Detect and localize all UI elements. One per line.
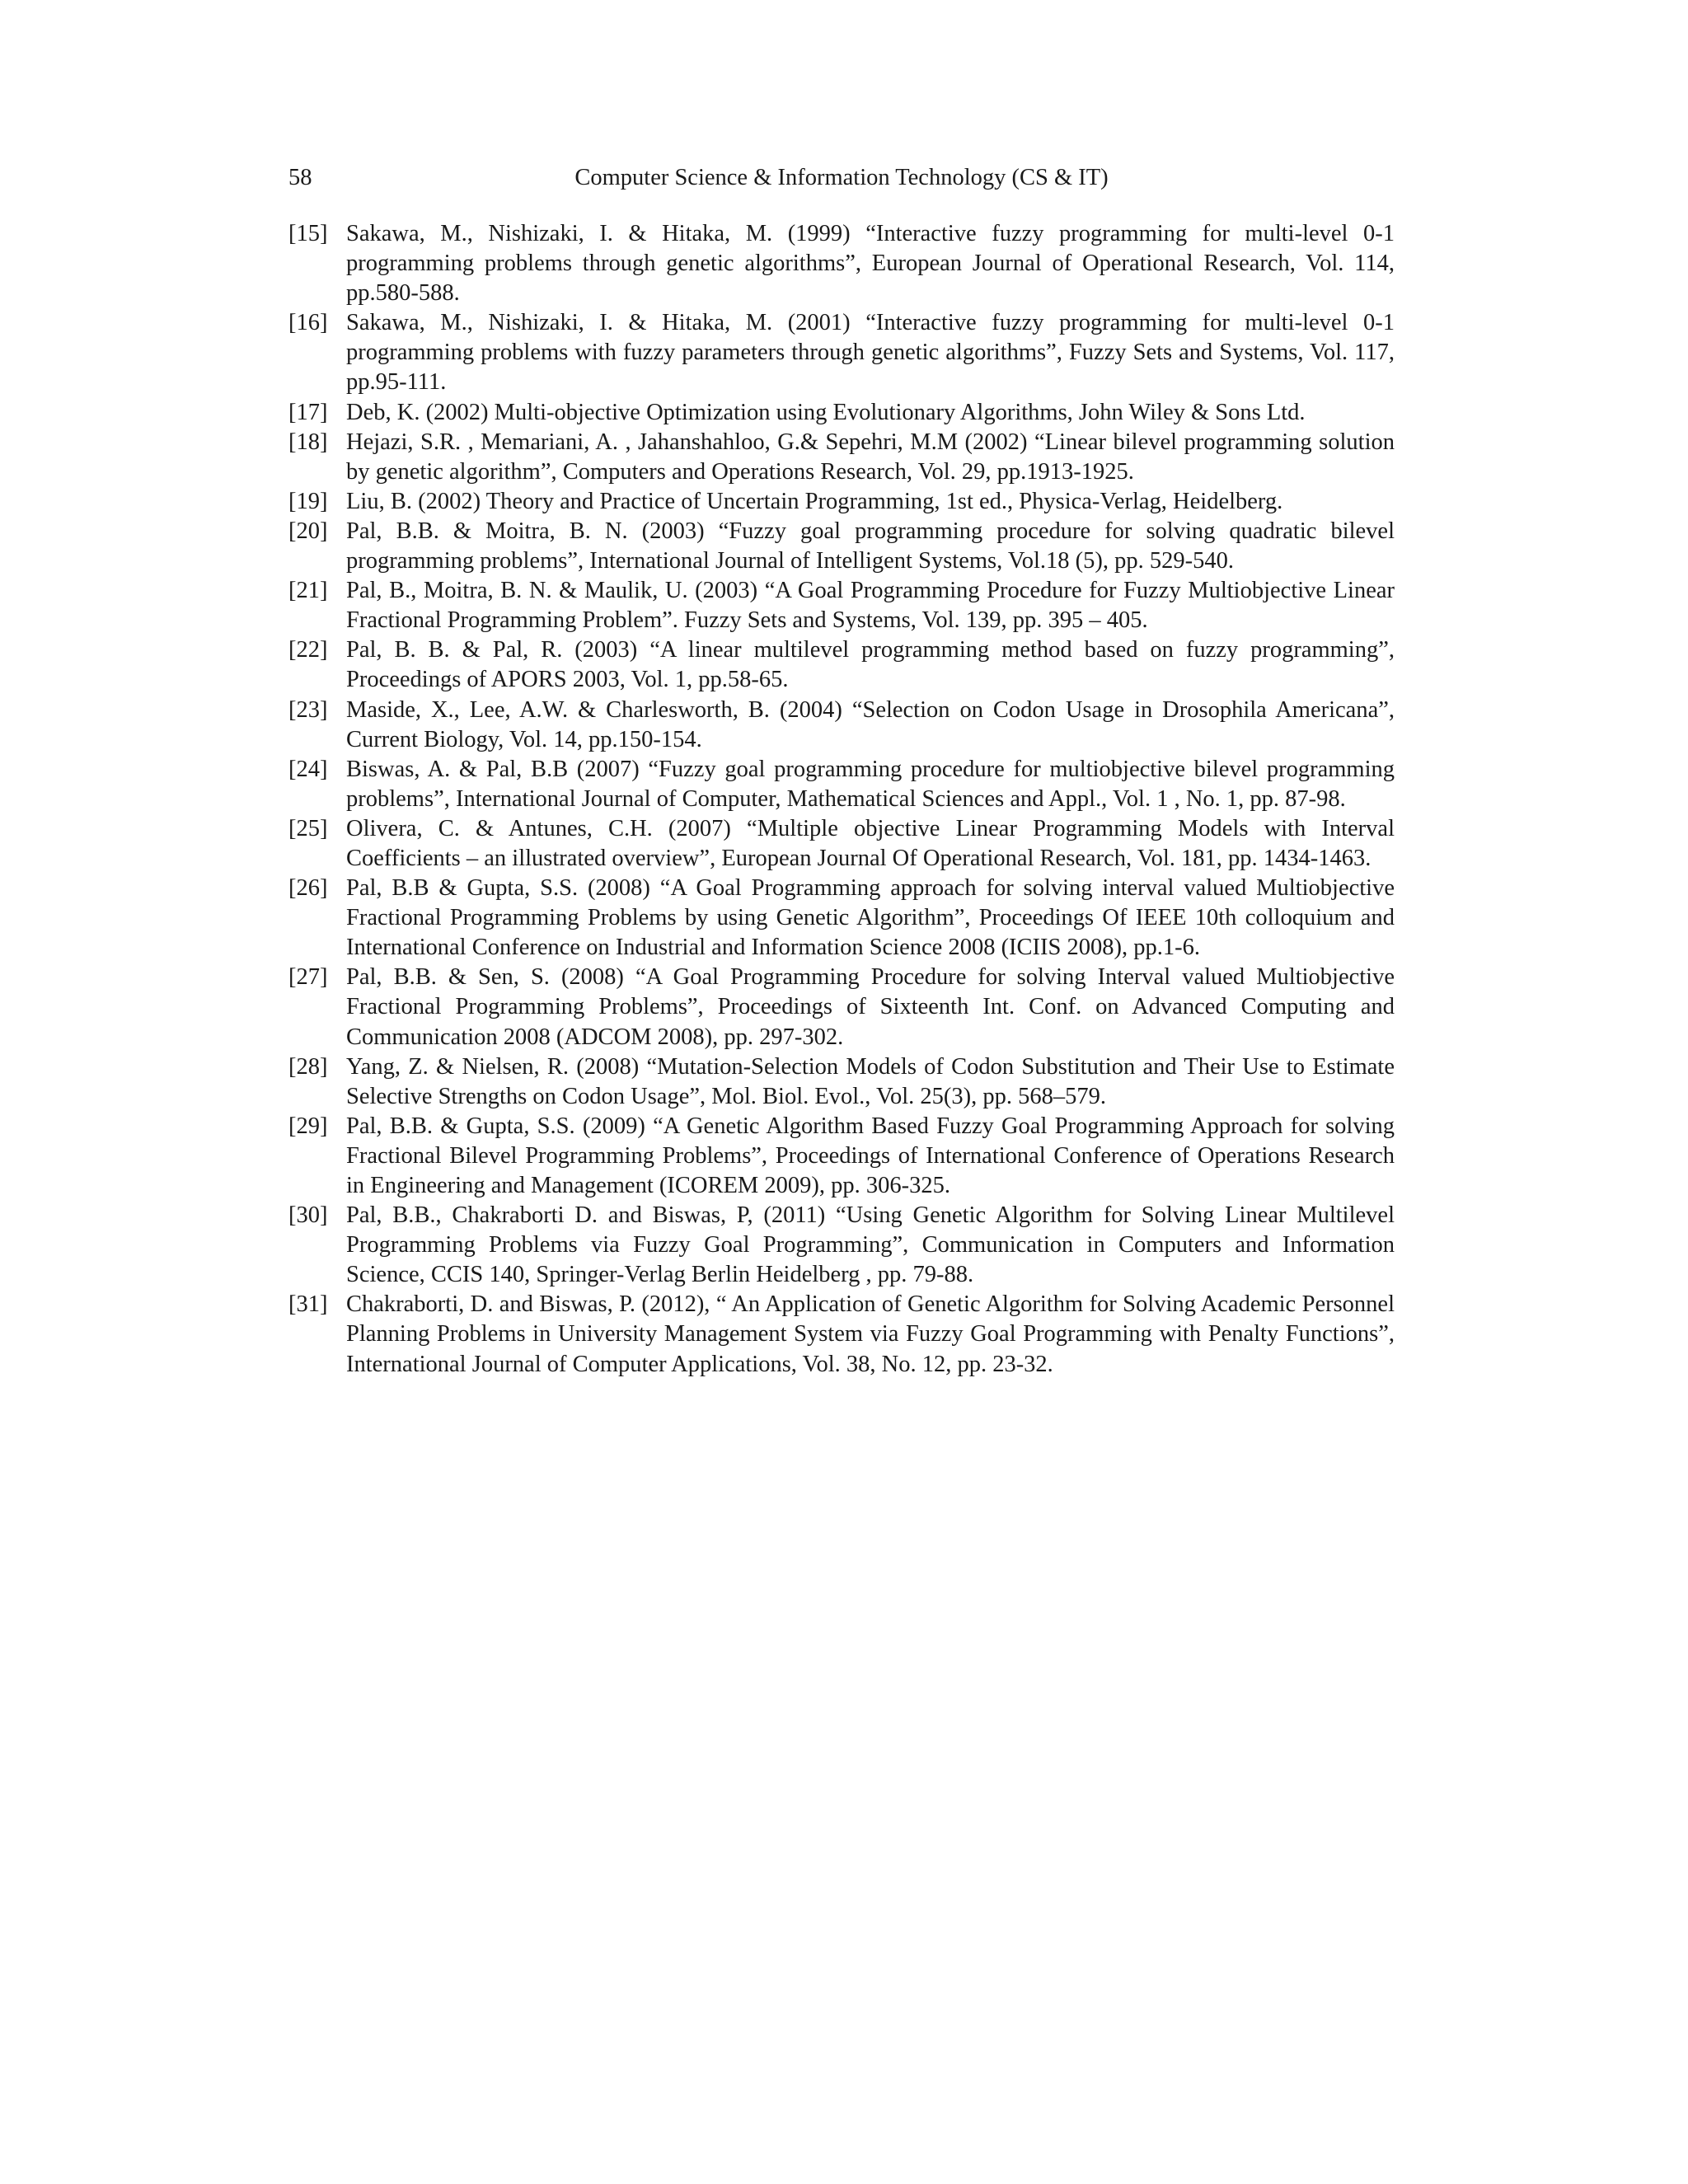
reference-item xyxy=(288,576,1395,635)
reference-item xyxy=(288,755,1395,814)
reference-number: [28] xyxy=(288,1053,328,1080)
reference-number: [16] xyxy=(288,310,328,336)
reference-number: [24] xyxy=(288,756,328,782)
reference-number: [30] xyxy=(288,1202,328,1229)
reference-list xyxy=(288,219,1395,1380)
reference-text: Pal, B.B. & Gupta, S.S. (2009) “A Genetic Algorithm Based Fuzzy Goal Programming Approach for solving Fractional Bilevel Programming Problems”, Proceedings of International Conference of Operations Research in Engineering and Management (ICOREM 2009), pp. 306-325. xyxy=(346,1113,1395,1198)
reference-number: [20] xyxy=(288,518,328,544)
reference-text: Pal, B.B. & Moitra, B. N. (2003) “Fuzzy goal programming procedure for solving quadratic bilevel programming problems”, International Journal of Intelligent Systems, Vol.18 (5), pp. 529-540. xyxy=(346,518,1395,574)
reference-item xyxy=(288,487,1395,517)
reference-item xyxy=(288,428,1395,487)
reference-item xyxy=(288,963,1395,1052)
reference-text: Liu, B. (2002) Theory and Practice of Uncertain Programming, 1st ed., Physica-Verlag, Heidelberg. xyxy=(346,488,1283,514)
reference-number: [26] xyxy=(288,875,328,902)
page-header xyxy=(288,162,1395,194)
reference-item xyxy=(288,517,1395,576)
reference-text: Pal, B.B. & Sen, S. (2008) “A Goal Programming Procedure for solving Interval valued Multiobjective Fractional Programming Problems”, Proceedings of Sixteenth Int. Conf. on Advanced Computing and Communication 2008 (ADCOM 2008), pp. 297-302. xyxy=(346,964,1395,1050)
reference-item xyxy=(288,219,1395,308)
reference-number: [25] xyxy=(288,815,328,841)
reference-number: [23] xyxy=(288,696,328,723)
reference-number: [27] xyxy=(288,964,328,991)
reference-text: Maside, X., Lee, A.W. & Charlesworth, B. (2004) “Selection on Codon Usage in Drosophila Americana”, Current Biology, Vol. 14, pp.150-154. xyxy=(346,696,1395,752)
reference-text: Yang, Z. & Nielsen, R. (2008) “Mutation-Selection Models of Codon Substitution and Their Use to Estimate Selective Strengths on Codon Usage”, Mol. Biol. Evol., Vol. 25(3), pp. 568–579. xyxy=(346,1053,1395,1109)
reference-item xyxy=(288,874,1395,963)
reference-text: Pal, B.B & Gupta, S.S. (2008) “A Goal Programming approach for solving interval valued Multiobjective Fractional Programming Problems by using Genetic Algorithm”, Proceedings Of IEEE 10th colloquium and International Conference on Industrial and Information Science 2008 (ICIIS 2008), pp.1-6. xyxy=(346,875,1395,961)
reference-number: [22] xyxy=(288,637,328,663)
reference-number: [15] xyxy=(288,221,328,246)
reference-item xyxy=(288,308,1395,397)
reference-item xyxy=(288,814,1395,874)
reference-text: Hejazi, S.R. , Memariani, A. , Jahanshahloo, G.& Sepehri, M.M (2002) “Linear bilevel programming solution by genetic algorithm”, Computers and Operations Research, Vol. 29, pp.1913-1925. xyxy=(346,429,1395,485)
reference-item xyxy=(288,1052,1395,1112)
reference-text: Pal, B., Moitra, B. N. & Maulik, U. (2003) “A Goal Programming Procedure for Fuzzy Multiobjective Linear Fractional Programming Problem”. Fuzzy Sets and Systems, Vol. 139, pp. 395 – 405. xyxy=(346,578,1395,634)
running-head: Computer Science & Information Technology (CS & IT) xyxy=(574,165,1109,190)
reference-text: Pal, B.B., Chakraborti D. and Biswas, P, (2011) “Using Genetic Algorithm for Solving Linear Multilevel Programming Problems via Fuzzy Goal Programming”, Communication in Computers and Information Science, CCIS 140, Springer-Verlag Berlin Heidelberg , pp. 79-88. xyxy=(346,1202,1395,1288)
reference-text: Olivera, C. & Antunes, C.H. (2007) “Multiple objective Linear Programming Models with Interval Coefficients – an illustrated overview”, European Journal Of Operational Research, Vol. 181, pp. 1434-1463. xyxy=(346,815,1395,871)
reference-item xyxy=(288,1201,1395,1290)
reference-number: [19] xyxy=(288,488,328,514)
reference-number: [18] xyxy=(288,429,328,455)
reference-number: [29] xyxy=(288,1113,328,1139)
reference-item xyxy=(288,1290,1395,1379)
reference-number: [21] xyxy=(288,578,328,604)
reference-item xyxy=(288,398,1395,428)
reference-text: Deb, K. (2002) Multi-objective Optimization using Evolutionary Algorithms, John Wiley & Sons Ltd. xyxy=(346,399,1306,425)
reference-text: Pal, B. B. & Pal, R. (2003) “A linear multilevel programming method based on fuzzy programming”, Proceedings of APORS 2003, Vol. 1, pp.58-65. xyxy=(346,637,1395,693)
reference-text: Biswas, A. & Pal, B.B (2007) “Fuzzy goal programming procedure for multiobjective bilevel programming problems”, International Journal of Computer, Mathematical Sciences and Appl., Vol. 1 , No. 1, pp. 87-98. xyxy=(346,756,1395,812)
reference-item xyxy=(288,1112,1395,1201)
reference-number: [17] xyxy=(288,399,328,425)
reference-text: Chakraborti, D. and Biswas, P. (2012), “ An Application of Genetic Algorithm for Solving Academic Personnel Planning Problems in University Management System via Fuzzy Goal Programming with Penalty Functions”, International Journal of Computer Applications, Vol. 38, No. 12, pp. 23-32. xyxy=(346,1291,1395,1377)
reference-item xyxy=(288,696,1395,755)
reference-number: [31] xyxy=(288,1291,328,1318)
page-number: 58 xyxy=(288,165,312,190)
reference-text: Sakawa, M., Nishizaki, I. & Hitaka, M. (2001) “Interactive fuzzy programming for multi-level 0-1 programming problems with fuzzy parameters through genetic algorithms”, Fuzzy Sets and Systems, Vol. 117, pp.95-111. xyxy=(346,310,1395,396)
reference-item xyxy=(288,635,1395,695)
reference-text: Sakawa, M., Nishizaki, I. & Hitaka, M. (1999) “Interactive fuzzy programming for multi-level 0-1 programming problems through genetic algorithms”, European Journal of Operational Research, Vol. 114, pp.580-588. xyxy=(346,221,1395,307)
